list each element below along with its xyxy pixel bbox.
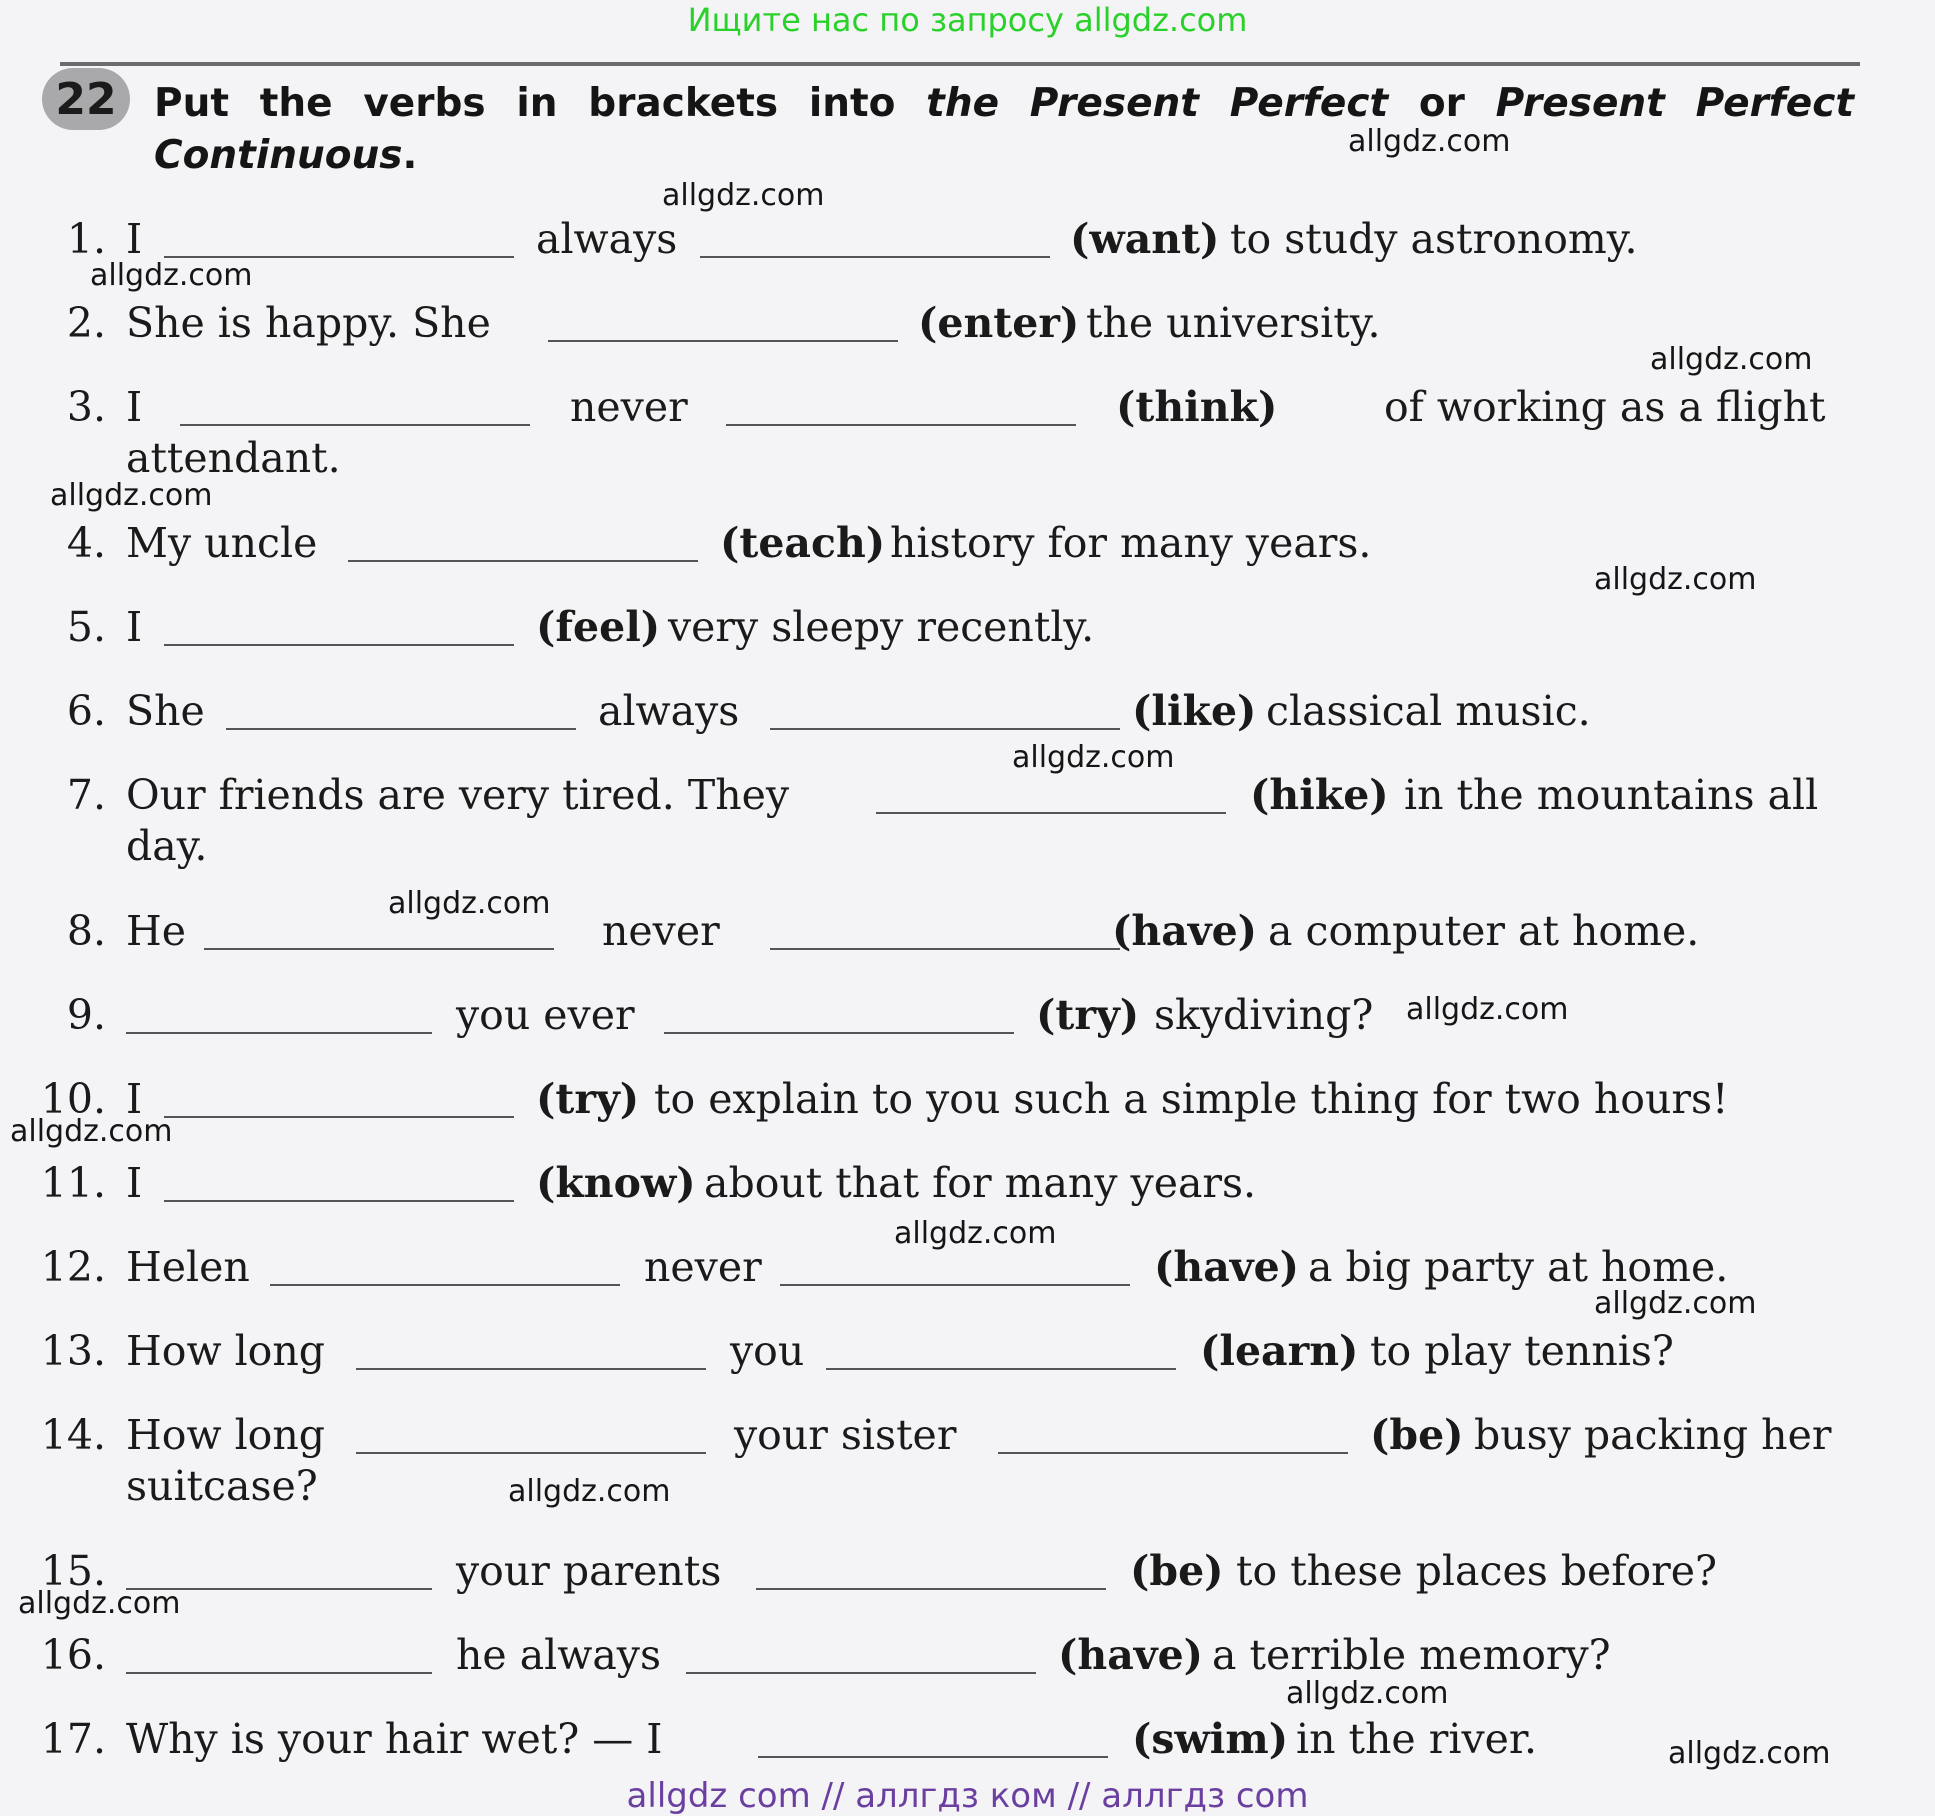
answer-blank[interactable] <box>686 1672 1036 1674</box>
answer-blank[interactable] <box>758 1756 1108 1758</box>
item-number: 14. <box>40 1411 106 1459</box>
item-text-middle: never <box>644 1243 762 1291</box>
watermark-stamp: allgdz.com <box>18 1586 181 1621</box>
answer-blank[interactable] <box>356 1452 706 1454</box>
item-text-start: She <box>126 687 205 735</box>
item-text-end: busy packing her <box>1474 1411 1832 1459</box>
item-continuation: attendant. <box>126 434 341 482</box>
watermark-stamp: allgdz.com <box>10 1114 173 1149</box>
verb-prompt: (know) <box>536 1159 696 1207</box>
watermark-stamp: allgdz.com <box>1650 342 1813 377</box>
item-text-end: in the mountains all <box>1404 771 1819 819</box>
item-text-end: a big party at home. <box>1308 1243 1729 1291</box>
item-continuation: suitcase? <box>126 1462 318 1510</box>
item-number: 2. <box>66 299 106 347</box>
exercise-item <box>0 980 1935 1050</box>
item-text-end: to explain to you such a simple thing for two hours! <box>654 1075 1729 1123</box>
verb-prompt: (teach) <box>720 519 886 567</box>
item-number: 4. <box>66 519 106 567</box>
verb-prompt: (swim) <box>1132 1715 1289 1763</box>
verb-prompt: (like) <box>1132 687 1257 735</box>
item-number: 5. <box>66 603 106 651</box>
exercise-item <box>0 896 1935 966</box>
verb-prompt: (have) <box>1112 907 1258 955</box>
verb-prompt: (have) <box>1058 1631 1204 1679</box>
verb-prompt: (feel) <box>536 603 661 651</box>
title-end: . <box>402 133 418 178</box>
item-number: 17. <box>40 1715 106 1763</box>
item-text-start: My uncle <box>126 519 318 567</box>
item-text-start: I <box>126 1159 143 1207</box>
exercise-item <box>0 1536 1935 1606</box>
exercise-item <box>0 1148 1935 1218</box>
item-number: 11. <box>40 1159 106 1207</box>
item-text-middle: your parents <box>456 1547 722 1595</box>
item-text-start: She is happy. She <box>126 299 491 347</box>
item-text-middle: your sister <box>734 1411 957 1459</box>
answer-blank[interactable] <box>770 728 1120 730</box>
item-text-end: a terrible memory? <box>1212 1631 1611 1679</box>
watermark-stamp: allgdz.com <box>1348 124 1511 159</box>
watermark-stamp: allgdz.com <box>1594 1286 1757 1321</box>
item-text-end: the university. <box>1086 299 1381 347</box>
item-text-middle: always <box>536 215 678 263</box>
answer-blank[interactable] <box>126 1032 432 1034</box>
verb-prompt: (hike) <box>1250 771 1389 819</box>
verb-prompt: (enter) <box>918 299 1080 347</box>
item-number: 1. <box>66 215 106 263</box>
item-text-start: How long <box>126 1411 326 1459</box>
top-rule <box>60 62 1860 66</box>
exercise-item <box>0 288 1935 358</box>
title-part2: or <box>1388 81 1496 126</box>
exercise-item <box>0 204 1935 274</box>
exercise-instruction <box>154 78 1854 182</box>
verb-prompt: (try) <box>1036 991 1140 1039</box>
item-number: 7. <box>66 771 106 819</box>
item-number: 15. <box>40 1547 106 1595</box>
answer-blank[interactable] <box>348 560 698 562</box>
item-text-start: Helen <box>126 1243 250 1291</box>
item-number: 6. <box>66 687 106 735</box>
exercise-item <box>0 1316 1935 1386</box>
answer-blank[interactable] <box>226 728 576 730</box>
answer-blank[interactable] <box>700 256 1050 258</box>
item-continuation: day. <box>126 822 208 870</box>
item-text-start: I <box>126 603 143 651</box>
verb-prompt: (think) <box>1116 383 1278 431</box>
item-text-middle: you <box>730 1327 805 1375</box>
answer-blank[interactable] <box>780 1284 1130 1286</box>
verb-prompt: (be) <box>1130 1547 1224 1595</box>
verb-prompt: (learn) <box>1200 1327 1359 1375</box>
title-tense2: Present Perfect Continuous <box>154 81 1854 178</box>
item-text-end: skydiving? <box>1154 991 1374 1039</box>
item-number: 13. <box>40 1327 106 1375</box>
item-number: 8. <box>66 907 106 955</box>
verb-prompt: (try) <box>536 1075 640 1123</box>
watermark-stamp: allgdz.com <box>388 886 551 921</box>
item-text-end: to these places before? <box>1236 1547 1717 1595</box>
answer-blank[interactable] <box>998 1452 1348 1454</box>
verb-prompt: (be) <box>1370 1411 1464 1459</box>
watermark-stamp: allgdz.com <box>894 1216 1057 1251</box>
item-number: 16. <box>40 1631 106 1679</box>
item-text-end: in the river. <box>1296 1715 1537 1763</box>
item-text-end: a computer at home. <box>1268 907 1700 955</box>
exercise-item <box>0 1704 1935 1774</box>
exercise-item <box>0 592 1935 662</box>
watermark-stamp: allgdz.com <box>1594 562 1757 597</box>
watermark-stamp: allgdz.com <box>662 178 825 213</box>
watermark-stamp: allgdz.com <box>50 478 213 513</box>
answer-blank[interactable] <box>826 1368 1176 1370</box>
item-text-start: I <box>126 215 143 263</box>
item-text-start: I <box>126 383 143 431</box>
watermark-stamp: allgdz.com <box>90 258 253 293</box>
exercise-item <box>0 760 1935 830</box>
exercise-item <box>0 1064 1935 1134</box>
watermark-stamp: allgdz.com <box>1012 740 1175 775</box>
answer-blank[interactable] <box>164 1116 514 1118</box>
title-tense1: the Present Perfect <box>926 81 1389 126</box>
item-text-start: How long <box>126 1327 326 1375</box>
watermark-stamp: allgdz.com <box>1286 1676 1449 1711</box>
answer-blank[interactable] <box>270 1284 620 1286</box>
answer-blank[interactable] <box>204 948 554 950</box>
watermark-stamp: allgdz.com <box>508 1474 671 1509</box>
item-text-start: He <box>126 907 187 955</box>
item-text-start: I <box>126 1075 143 1123</box>
item-number: 9. <box>66 991 106 1039</box>
item-text-end: of working as a flight <box>1384 383 1826 431</box>
exercise-number-badge: 22 <box>42 68 130 130</box>
item-text-end: very sleepy recently. <box>668 603 1095 651</box>
item-text-middle: you ever <box>456 991 635 1039</box>
watermark-stamp: allgdz.com <box>1668 1736 1831 1771</box>
item-text-end: classical music. <box>1266 687 1591 735</box>
answer-blank[interactable] <box>756 1588 1106 1590</box>
answer-blank[interactable] <box>356 1368 706 1370</box>
answer-blank[interactable] <box>770 948 1120 950</box>
item-text-end: to play tennis? <box>1370 1327 1674 1375</box>
verb-prompt: (want) <box>1070 215 1220 263</box>
answer-blank[interactable] <box>164 644 514 646</box>
item-text-start: Our friends are very tired. They <box>126 771 790 819</box>
answer-blank[interactable] <box>664 1032 1014 1034</box>
answer-blank[interactable] <box>164 1200 514 1202</box>
verb-prompt: (have) <box>1154 1243 1300 1291</box>
item-text-end: history for many years. <box>890 519 1372 567</box>
title-part1: Put the verbs in brackets into <box>154 81 927 126</box>
item-text-middle: never <box>570 383 688 431</box>
item-text-middle: always <box>598 687 740 735</box>
item-text-end: to study astronomy. <box>1230 215 1638 263</box>
answer-blank[interactable] <box>126 1672 432 1674</box>
item-text-middle: never <box>602 907 720 955</box>
answer-blank[interactable] <box>180 424 530 426</box>
answer-blank[interactable] <box>876 812 1226 814</box>
watermark-bottom: allgdz com // аллгдз ком // аллгдз com <box>626 1776 1309 1816</box>
item-text-start: Why is your hair wet? — I <box>126 1715 663 1763</box>
answer-blank[interactable] <box>726 424 1076 426</box>
watermark-stamp: allgdz.com <box>1406 992 1569 1027</box>
item-text-middle: he always <box>456 1631 661 1679</box>
exercise-item <box>0 1620 1935 1690</box>
item-number: 10. <box>40 1075 106 1123</box>
answer-blank[interactable] <box>548 340 898 342</box>
exercise-item <box>0 676 1935 746</box>
watermark-top: Ищите нас по запросу allgdz.com <box>687 1 1248 39</box>
item-number: 3. <box>66 383 106 431</box>
item-text-end: about that for many years. <box>704 1159 1257 1207</box>
item-number: 12. <box>40 1243 106 1291</box>
